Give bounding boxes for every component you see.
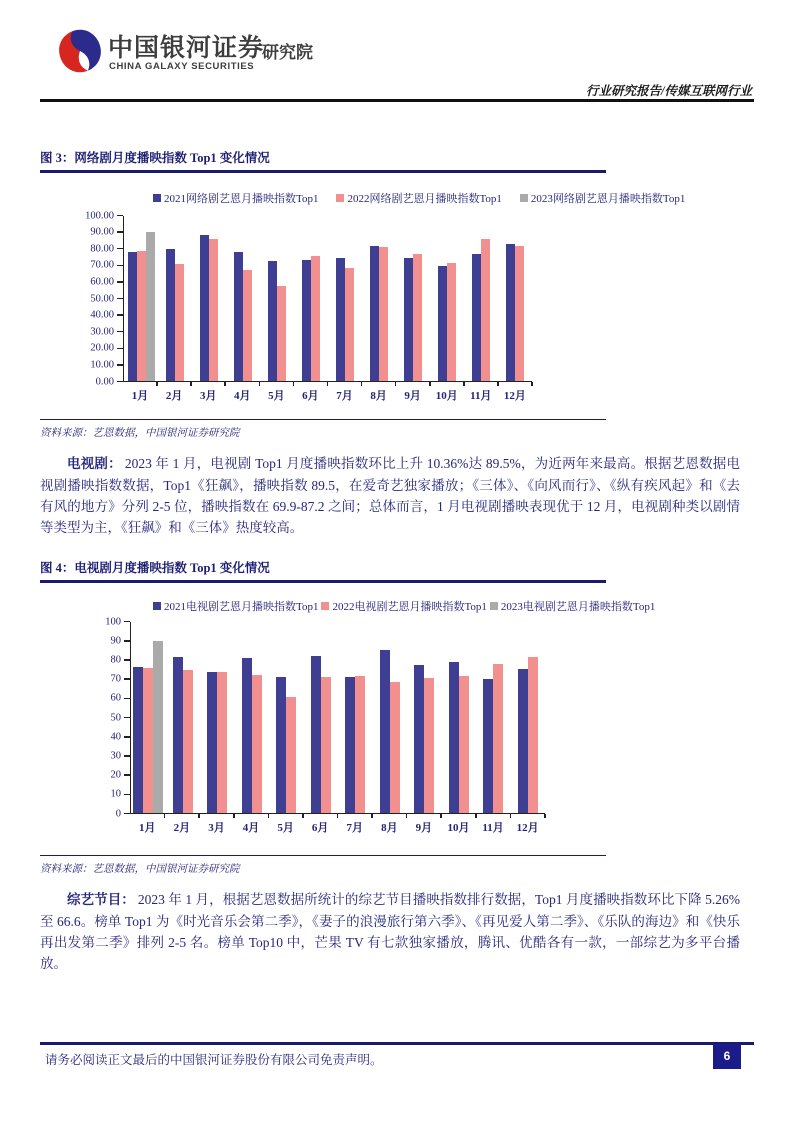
bar: [277, 286, 286, 381]
legend-swatch: [520, 194, 528, 202]
legend-item: 2021电视剧艺恩月播映指数Top1: [153, 600, 318, 615]
legend-swatch: [490, 602, 498, 610]
bar: [321, 677, 331, 812]
x-tick-label: 6月: [293, 382, 327, 403]
figure-3-y-axis: [81, 210, 123, 387]
web-drama-bar-chart: [40, 192, 754, 403]
bar-group: [260, 216, 294, 381]
bar: [173, 657, 183, 813]
bar: [311, 656, 321, 812]
bar-group: [476, 622, 511, 813]
bar-group: [498, 216, 532, 381]
bar: [483, 679, 493, 812]
bar: [133, 667, 143, 813]
bar-group: [407, 622, 442, 813]
bar-group: [294, 216, 328, 381]
bar: [286, 697, 296, 812]
x-tick-label: 8月: [362, 382, 396, 403]
bar-group: [511, 622, 546, 813]
y-tick-label: 60.00: [90, 276, 114, 288]
figure-4-x-axis: [130, 814, 545, 835]
y-tick-label: 90: [110, 635, 121, 647]
y-tick-label: 80: [110, 654, 121, 666]
bar: [493, 664, 503, 813]
y-tick-label: 30.00: [90, 326, 114, 338]
figure-3-plot-area: [123, 216, 532, 382]
bar-group: [269, 622, 304, 813]
figure-3-source-rule: [40, 419, 606, 421]
page-number-badge: 6: [713, 1044, 741, 1069]
bar: [438, 266, 447, 381]
report-type-breadcrumb: 行业研究报告/传媒互联网行业: [586, 84, 752, 98]
bar-group: [328, 216, 362, 381]
bar: [234, 252, 243, 381]
tv-drama-bar-chart: [40, 600, 754, 835]
x-tick-label: 2月: [165, 814, 200, 835]
bar: [459, 676, 469, 812]
y-tick-label: 10.00: [90, 359, 114, 371]
bar: [153, 641, 163, 813]
y-tick-label: 100.00: [85, 210, 114, 221]
y-tick-label: 40: [110, 731, 121, 743]
x-tick-label: 2月: [157, 382, 191, 403]
bar-group: [235, 622, 270, 813]
bar-group: [362, 216, 396, 381]
variety-show-paragraph-label: 综艺节目：: [67, 892, 135, 908]
footer-disclaimer: 请务必阅读正文最后的中国银河证券股份有限公司免责声明。: [45, 1053, 383, 1067]
y-tick-label: 0: [115, 808, 121, 820]
bar: [128, 252, 137, 381]
figure-3-legend: [153, 192, 754, 207]
bar: [207, 672, 217, 812]
bar: [481, 239, 490, 381]
x-tick-label: 12月: [510, 814, 545, 835]
bar: [302, 260, 311, 380]
bar: [183, 670, 193, 813]
header-divider: [40, 99, 754, 102]
bar: [175, 264, 184, 380]
bar: [252, 675, 262, 812]
figure-3-title: 图 3：网络剧月度播映指数 Top1 变化情况: [40, 151, 270, 165]
x-tick-label: 4月: [225, 382, 259, 403]
y-tick-label: 90.00: [90, 226, 114, 238]
x-tick-label: 7月: [337, 814, 372, 835]
y-tick-label: 0.00: [95, 376, 114, 387]
figure-4-block: [40, 550, 754, 876]
bar: [242, 658, 252, 813]
bar: [268, 261, 277, 381]
bar: [413, 254, 422, 380]
figure-4-legend: [153, 600, 754, 615]
variety-show-paragraph-text: 2023 年 1 月，根据艺恩数据所统计的综艺节目播映指数排行数据，Top1 月度播映指数环比下降 5.26%至 66.6。榜单 Top1 为《时光音乐会第二季》，《妻子的浪漫旅行第六季》、《再见爱人第二季》、《乐队的海边》和《快乐再出发第二季》排列 2-5 名。榜单 Top10 中，芒果 TV 有七款独家播放，腾讯、优酷各有一款，一部综艺为多平台播放。: [40, 892, 740, 972]
y-tick-label: 60: [110, 692, 121, 704]
brand-name-cn: 中国银河证券: [108, 34, 265, 62]
bar: [243, 270, 252, 380]
x-tick-label: 4月: [234, 814, 269, 835]
figure-3-block: [40, 140, 754, 440]
bar: [137, 251, 146, 380]
tv-drama-paragraph-label: 电视剧：: [67, 456, 122, 472]
y-tick-label: 30: [110, 750, 121, 762]
y-tick-label: 100: [105, 616, 121, 628]
legend-swatch: [153, 194, 161, 202]
bar-group: [430, 216, 464, 381]
bar-group: [226, 216, 260, 381]
bar: [370, 246, 379, 380]
x-tick-label: 7月: [327, 382, 361, 403]
x-tick-label: 11月: [476, 814, 511, 835]
x-tick-label: 3月: [199, 814, 234, 835]
main-content: [40, 140, 754, 974]
figure-4-source-rule: [40, 855, 606, 857]
bar-group: [200, 622, 235, 813]
bar: [345, 677, 355, 812]
bar: [209, 239, 218, 380]
x-tick-label: 10月: [441, 814, 476, 835]
bar: [276, 677, 286, 812]
legend-item: 2021网络剧艺恩月播映指数Top1: [153, 192, 318, 207]
figure-4-title-rule: [40, 580, 606, 583]
bar-group: [192, 216, 226, 381]
bar: [200, 235, 209, 380]
bar: [414, 665, 424, 813]
bar: [518, 669, 528, 813]
tv-drama-paragraph-text: 2023 年 1 月，电视剧 Top1 月度播映指数环比上升 10.36%达 89.5%，为近两年来最高。根据艺恩数据电视剧播映指数数据，Top1《狂飙》，播映指数 89.5，在爱奇艺独家播放；《三体》、《向风而行》、《纵有疾风起》和《去有风的地方》分列 2-5 位，播映指数在 69.9-87.2 之间；总体而言，1 月电视剧播映表现优于 12 月，电视剧种类以剧情等类型为主，《狂飙》和《三体》热度较高。: [40, 456, 741, 535]
bar-group: [373, 622, 408, 813]
x-tick-label: 1月: [130, 814, 165, 835]
legend-swatch: [321, 602, 329, 610]
y-tick-label: 20.00: [90, 342, 114, 354]
bar-group: [442, 622, 477, 813]
legend-item: 2023网络剧艺恩月播映指数Top1: [520, 192, 685, 207]
bar: [379, 247, 388, 381]
x-tick-label: 9月: [396, 382, 430, 403]
bar: [472, 254, 481, 381]
brand-name-en: CHINA GALAXY SECURITIES: [109, 61, 255, 72]
bar-group: [131, 622, 166, 813]
bar-group: [124, 216, 158, 381]
variety-show-paragraph: [40, 889, 740, 974]
figure-4-source: 资料来源：艺恩数据，中国银河证券研究院: [40, 864, 240, 876]
y-tick-label: 50: [110, 712, 121, 724]
bar: [528, 657, 538, 813]
x-tick-label: 3月: [191, 382, 225, 403]
bar-group: [338, 622, 373, 813]
figure-4-y-axis: [95, 616, 130, 820]
bar: [515, 246, 524, 380]
x-tick-label: 8月: [372, 814, 407, 835]
x-tick-label: 10月: [430, 382, 464, 403]
legend-swatch: [153, 602, 161, 610]
bar: [404, 258, 413, 381]
y-tick-label: 50.00: [90, 293, 114, 304]
figure-4-plot-area: [130, 622, 545, 814]
y-tick-label: 70.00: [90, 259, 114, 271]
y-tick-label: 80.00: [90, 243, 114, 255]
bar-group: [304, 622, 339, 813]
footer-divider: [40, 1042, 754, 1045]
figure-3-x-axis: [123, 382, 532, 403]
y-tick-label: 70: [110, 673, 121, 685]
legend-item: 2022网络剧艺恩月播映指数Top1: [336, 192, 501, 207]
brand-research-institute: 研究院: [262, 43, 313, 62]
bar: [311, 256, 320, 381]
figure-3-source: 资料来源：艺恩数据，中国银河证券研究院: [40, 428, 240, 440]
x-tick-label: 1月: [123, 382, 157, 403]
bar-group: [166, 622, 201, 813]
legend-swatch: [336, 194, 344, 202]
y-tick-label: 10: [110, 788, 121, 800]
x-tick-label: 11月: [464, 382, 498, 403]
bar-group: [464, 216, 498, 381]
bar: [390, 682, 400, 813]
galaxy-securities-logo-icon: [57, 27, 103, 75]
bar-group: [396, 216, 430, 381]
bar: [217, 672, 227, 813]
bar: [506, 244, 515, 380]
bar: [146, 232, 155, 381]
tv-drama-paragraph: [40, 453, 740, 538]
legend-item: 2023电视剧艺恩月播映指数Top1: [490, 600, 655, 615]
bar: [345, 268, 354, 381]
y-tick-label: 20: [110, 769, 121, 781]
x-tick-label: 5月: [259, 382, 293, 403]
bar: [143, 668, 153, 813]
x-tick-label: 5月: [268, 814, 303, 835]
bar: [380, 650, 390, 812]
x-tick-label: 9月: [407, 814, 442, 835]
x-tick-label: 12月: [498, 382, 532, 403]
y-tick-label: 40.00: [90, 309, 114, 321]
bar: [336, 258, 345, 381]
figure-3-title-rule: [40, 170, 606, 173]
bar: [166, 249, 175, 380]
bar: [447, 263, 456, 380]
bar: [449, 662, 459, 813]
x-tick-label: 6月: [303, 814, 338, 835]
figure-4-title: 图 4：电视剧月度播映指数 Top1 变化情况: [40, 561, 270, 576]
legend-item: 2022电视剧艺恩月播映指数Top1: [321, 600, 486, 615]
bar: [355, 676, 365, 812]
bar-group: [158, 216, 192, 381]
bar: [424, 678, 434, 812]
